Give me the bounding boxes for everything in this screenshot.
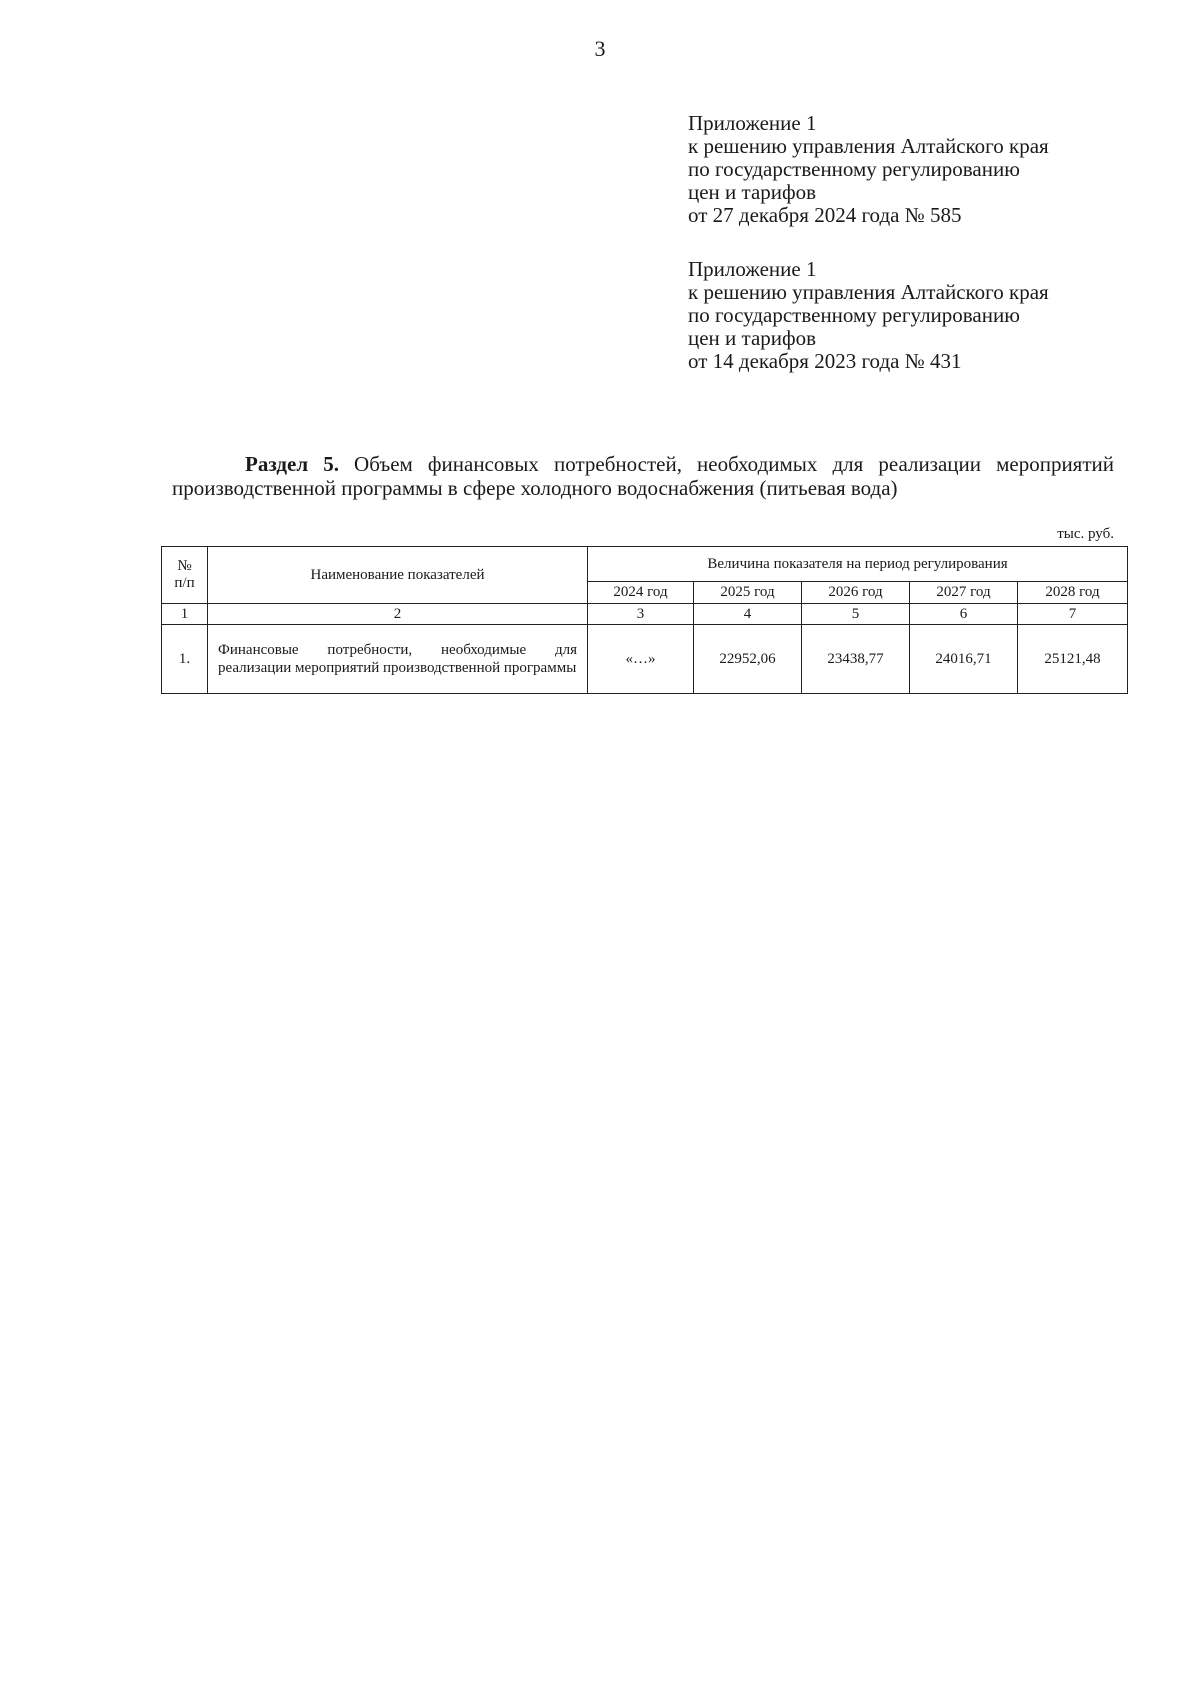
appendix-previous-line-1: Приложение 1: [688, 257, 817, 281]
units-label: тыс. руб.: [1057, 526, 1114, 542]
appendix-previous-line-2: к решению управления Алтайского края: [688, 280, 1049, 304]
appendix-previous: [688, 258, 1148, 373]
value-cell: 25121,48: [1018, 625, 1128, 694]
financial-needs-table: [161, 546, 1128, 694]
header-year: 2025 год: [694, 582, 802, 604]
indicator-name: Финансовые потребности, необходимые для реализации мероприятий производственной программы: [208, 625, 588, 694]
column-number: 1: [162, 604, 208, 625]
appendix-previous-line-5: от 14 декабря 2023 года № 431: [688, 349, 962, 373]
page-number: 3: [594, 36, 606, 61]
appendix-current-line-2: к решению управления Алтайского края: [688, 134, 1049, 158]
value-cell: 24016,71: [910, 625, 1018, 694]
column-number: 7: [1018, 604, 1128, 625]
value-cell: «…»: [588, 625, 694, 694]
appendix-current-line-1: Приложение 1: [688, 111, 817, 135]
value-cell: 22952,06: [694, 625, 802, 694]
column-number: 2: [208, 604, 588, 625]
section-heading: [172, 452, 1114, 500]
column-number: 3: [588, 604, 694, 625]
header-year: 2028 год: [1018, 582, 1128, 604]
column-number: 5: [802, 604, 910, 625]
header-year: 2027 год: [910, 582, 1018, 604]
header-year: 2024 год: [588, 582, 694, 604]
appendix-previous-line-3: по государственному регулированию: [688, 303, 1020, 327]
column-number-row: [162, 604, 1128, 625]
appendix-current: [688, 112, 1148, 227]
column-number: 6: [910, 604, 1018, 625]
section-title: Объем финансовых потребностей, необходимых для реализации мероприятий производственной программы в сфере холодного водоснабжения (питьевая вода): [172, 452, 1114, 500]
table-row: [162, 625, 1128, 694]
appendix-current-line-5: от 27 декабря 2024 года № 585: [688, 203, 962, 227]
column-number: 4: [694, 604, 802, 625]
header-year: 2026 год: [802, 582, 910, 604]
row-number: 1.: [162, 625, 208, 694]
header-period-group: Величина показателя на период регулирования: [588, 547, 1128, 582]
appendix-previous-line-4: цен и тарифов: [688, 326, 817, 350]
appendix-current-line-4: цен и тарифов: [688, 180, 817, 204]
value-cell: 23438,77: [802, 625, 910, 694]
header-name-col: Наименование показателей: [208, 547, 588, 604]
section-label: Раздел 5.: [245, 452, 339, 476]
header-number-col: № п/п: [162, 547, 208, 604]
appendix-current-line-3: по государственному регулированию: [688, 157, 1020, 181]
